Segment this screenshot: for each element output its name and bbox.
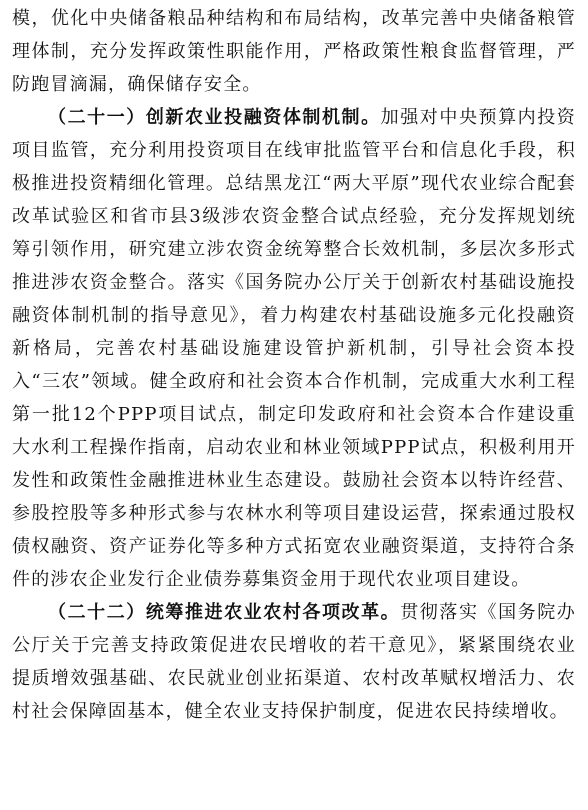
paragraph-section-22: [12, 596, 576, 728]
paragraph-section-21: [12, 101, 576, 596]
paragraph-text: 加强对中央预算内投资项目监管，充分利用投资项目在线审批监管平台和信息化手段，积极推进投资精细化管理。总结黑龙江“两大平原”现代农业综合配套改革试验区和省市县3级涉农资金整合试点经验，充分发挥规划统筹引领作用，研究建立涉农资金统筹整合长效机制，多层次多形式推进涉农资金整合。落实《国务院办公厅关于创新农村基础设施投融资体制机制的指导意见》，着力构建农村基础设施多元化投融资新格局，完善农村基础设施建设管护新机制，引导社会资本投入“三农”领域。健全政府和社会资本合作机制，完成重大水利工程第一批12个PPP项目试点，制定印发政府和社会资本合作建设重大水利工程操作指南，启动农业和林业领域PPP试点，积极利用开发性和政策性金融推进林业生态建设。鼓励社会资本以特许经营、参股控股等多种形式参与农林水利等项目建设运营，探索通过股权债权融资、资产证券化等多种方式拓宽农业融资渠道，支持符合条件的涉农企业发行企业债券募集资金用于现代农业项目建设。: [12, 107, 576, 590]
section-heading: （二十二）统筹推进农业农村各项改革。: [48, 602, 401, 623]
paragraph-text: 模，优化中央储备粮品种结构和布局结构，改革完善中央储备粮管理体制，充分发挥政策性职能作用，严格政策性粮食监督管理，严防跑冒滴漏，确保储存安全。: [12, 8, 576, 95]
paragraph-continuation: [12, 2, 576, 101]
section-heading: （二十一）创新农业投融资体制机制。: [48, 107, 381, 128]
document-page: [0, 2, 588, 810]
paragraph-text: 贯彻落实《国务院办公厅关于完善支持政策促进农民增收的若干意见》，紧紧围绕农业提质增效强基础、农民就业创业拓渠道、农村改革赋权增活力、农村社会保障固基本，健全农业支持保护制度，促进农民持续增收。: [12, 602, 576, 722]
